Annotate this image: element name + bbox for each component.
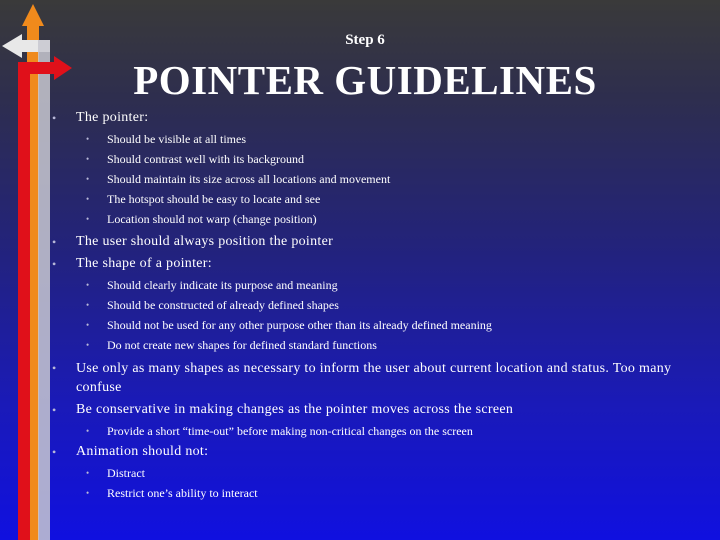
sub-list-item: • Distract: [86, 463, 692, 483]
bullet-icon: •: [52, 111, 57, 125]
bullet-icon: •: [52, 257, 57, 271]
bullet-icon: •: [52, 235, 57, 249]
sub-list: [86, 421, 692, 441]
bullet-icon: •: [86, 174, 90, 184]
bullet-icon: •: [86, 300, 90, 310]
sub-list: [86, 129, 692, 229]
bullet-icon: •: [52, 445, 57, 459]
sub-list-item: • Should contrast well with its background: [86, 149, 692, 169]
sub-list-item: • The hotspot should be easy to locate and see: [86, 189, 692, 209]
bullet-icon: •: [86, 426, 90, 436]
bullet-icon: •: [86, 134, 90, 144]
bullet-icon: •: [52, 403, 57, 417]
list-item: • The shape of a pointer:: [52, 253, 692, 275]
bullet-icon: •: [52, 361, 57, 375]
sub-list: [86, 275, 692, 355]
bullet-icon: •: [86, 280, 90, 290]
bullet-icon: •: [86, 340, 90, 350]
sub-list-item: • Provide a short “time-out” before making non-critical changes on the screen: [86, 421, 692, 441]
sub-list-item: • Should be constructed of already defined shapes: [86, 295, 692, 315]
bullet-icon: •: [86, 488, 90, 498]
step-label: Step 6: [345, 32, 385, 48]
page-title: POINTER GUIDELINES: [133, 57, 597, 103]
sub-list-item: • Should be visible at all times: [86, 129, 692, 149]
sub-list-item: • Do not create new shapes for defined standard functions: [86, 335, 692, 355]
sub-list: [86, 463, 692, 503]
bullet-icon: •: [86, 468, 90, 478]
list-item: • Animation should not:: [52, 441, 692, 463]
list-item: • Use only as many shapes as necessary to inform the user about current location and status. Too many confuse: [52, 361, 672, 395]
sub-list-item: • Should not be used for any other purpose other than its already defined meaning: [86, 315, 692, 335]
bullet-icon: •: [86, 214, 90, 224]
bullet-icon: •: [86, 320, 90, 330]
sub-list-item: • Location should not warp (change position): [86, 209, 692, 229]
sub-list-item: • Restrict one’s ability to interact: [86, 483, 692, 503]
sub-list-item: • Should clearly indicate its purpose and meaning: [86, 275, 692, 295]
list-item: • The user should always position the pointer: [52, 231, 692, 253]
list-item: • Be conservative in making changes as the pointer moves across the screen: [52, 399, 692, 421]
bullet-list: [52, 107, 692, 503]
bullet-icon: •: [86, 194, 90, 204]
sub-list-item: • Should maintain its size across all locations and movement: [86, 169, 692, 189]
list-item: • The pointer:: [52, 107, 692, 129]
bullet-icon: •: [86, 154, 90, 164]
